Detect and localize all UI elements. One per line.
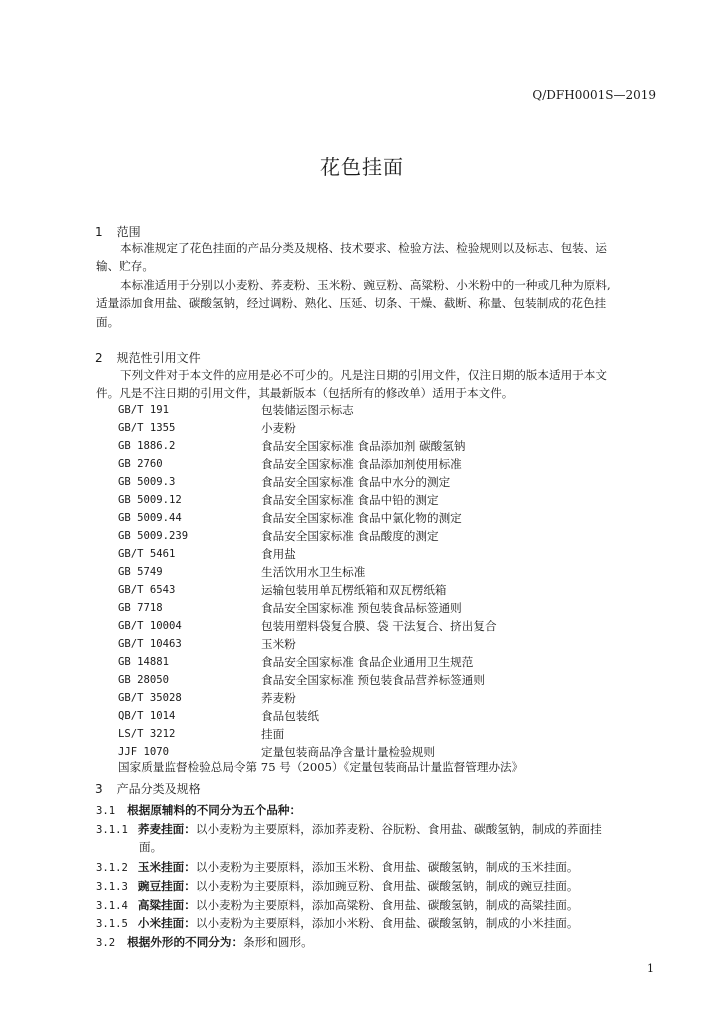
reference-title: 食品安全国家标准 食品中水分的测定: [261, 475, 451, 489]
variety-text: 以小麦粉为主要原料，添加荞麦粉、谷朊粉、食用盐、碳酸氢钠，制成的荞面挂: [195, 822, 602, 836]
scope-p2-line1: 本标准适用于分别以小麦粉、荞麦粉、玉米粉、豌豆粉、高粱粉、小米粉中的一种或几种为原料,: [120, 278, 611, 292]
reference-title: 食品安全国家标准 食品中氯化物的测定: [261, 511, 462, 525]
reference-title: 荞麦粉: [261, 691, 296, 705]
variety-text: 以小麦粉为主要原料，添加小米粉、食用盐、碳酸氢钠，制成的小米挂面。: [195, 916, 579, 930]
reference-code: GB/T 6543: [118, 584, 176, 596]
reference-title: 包装用塑料袋复合膜、袋 干法复合、挤出复合: [261, 619, 497, 633]
reference-title: 食品安全国家标准 食品企业通用卫生规范: [261, 655, 474, 669]
section-title: 产品分类及规格: [116, 782, 201, 796]
reference-code: GB 5009.44: [118, 512, 182, 524]
reference-code: GB 5009.3: [118, 476, 176, 488]
variety-name: 豌豆挂面：: [137, 879, 196, 893]
reference-code: GB 7718: [118, 602, 163, 614]
reference-title: 食品安全国家标准 食品酸度的测定: [261, 529, 439, 543]
reference-title: 食品安全国家标准 预包装食品营养标签通则: [261, 673, 485, 687]
reference-code: GB/T 191: [118, 404, 170, 416]
reference-title: 运输包装用单瓦楞纸箱和双瓦楞纸箱: [261, 583, 447, 597]
clause-3-1: [96, 802, 301, 818]
scope-p1-line2: 输、贮存。: [96, 259, 154, 273]
section-number: 1: [95, 225, 103, 239]
clause-3-1-3: [96, 878, 578, 894]
clause-number: 3.1.3: [96, 881, 128, 893]
clause-3-1-1: [96, 821, 602, 837]
clause-3-2: [96, 934, 313, 950]
variety-text: 以小麦粉为主要原料，添加高粱粉、食用盐、碳酸氢钠，制成的高粱挂面。: [195, 898, 579, 912]
reference-title: 食品包装纸: [261, 709, 319, 723]
clause-title: 根据外形的不同分为：: [127, 935, 244, 949]
refs-intro-line1: 下列文件对于本文件的应用是必不可少的。凡是注日期的引用文件，仅注日期的版本适用于本文: [120, 368, 607, 382]
variety-name: 小米挂面：: [137, 916, 196, 930]
reference-code: LS/T 3212: [118, 728, 176, 740]
clause-number: 3.1.4: [96, 900, 128, 912]
reference-title: 食品安全国家标准 食品添加剂使用标准: [261, 457, 462, 471]
reference-title: 食品安全国家标准 预包装食品标签通则: [261, 601, 462, 615]
page-number: 1: [647, 962, 654, 975]
reference-code: GB 2760: [118, 458, 163, 470]
reference-code: GB/T 1355: [118, 422, 176, 434]
reference-code: GB 5749: [118, 566, 163, 578]
reference-code: GB 28050: [118, 674, 170, 686]
clause-number: 3.1.5: [96, 918, 128, 930]
clause-3-1-2: [96, 859, 578, 875]
refs-intro-line2: 件。凡是不注日期的引用文件，其最新版本（包括所有的修改单）适用于本文件。: [96, 386, 514, 400]
reference-title: 定量包装商品净含量计量检验规则: [261, 745, 435, 759]
section-title: 规范性引用文件: [116, 351, 201, 365]
clause-title: 根据原辅料的不同分为五个品种：: [127, 803, 302, 817]
document-number: Q/DFH0001S—2019: [532, 88, 656, 102]
clause-text: 条形和圆形。: [243, 935, 313, 949]
reference-title: 食品安全国家标准 食品添加剂 碳酸氢钠: [261, 439, 466, 453]
reference-code: GB/T 5461: [118, 548, 176, 560]
variety-name: 玉米挂面：: [137, 860, 196, 874]
reference-title: 挂面: [261, 727, 285, 741]
variety-text: 以小麦粉为主要原料，添加豌豆粉、食用盐、碳酸氢钠，制成的豌豆挂面。: [195, 879, 579, 893]
reference-code: GB 5009.12: [118, 494, 182, 506]
variety-text: 以小麦粉为主要原料，添加玉米粉、食用盐、碳酸氢钠，制成的玉米挂面。: [195, 860, 579, 874]
reference-code: JJF 1070: [118, 746, 170, 758]
reference-code: GB/T 10004: [118, 620, 182, 632]
reference-code: GB 14881: [118, 656, 170, 668]
clause-number: 3.2: [96, 937, 116, 949]
clause-3-1-4: [96, 897, 578, 913]
section-number: 2: [95, 351, 103, 365]
clause-3-1-1-cont: 面。: [139, 840, 163, 854]
section-3-heading: [95, 780, 201, 797]
clause-number: 3.1.1: [96, 824, 128, 836]
reference-title: 食品安全国家标准 食品中铅的测定: [261, 493, 439, 507]
variety-name: 高粱挂面：: [137, 898, 196, 912]
reference-title: 食用盐: [261, 547, 296, 561]
section-2-heading: [95, 349, 201, 366]
reference-title: 玉米粉: [261, 637, 296, 651]
reference-code: QB/T 1014: [118, 710, 176, 722]
clause-number: 3.1: [96, 805, 116, 817]
scope-p2-line3: 面。: [96, 315, 120, 329]
reference-code: GB 1886.2: [118, 440, 176, 452]
page-title: 花色挂面: [320, 155, 404, 179]
reference-title: 生活饮用水卫生标准: [261, 565, 366, 579]
clause-number: 3.1.2: [96, 862, 128, 874]
section-title: 范围: [116, 225, 141, 239]
reference-code: GB 5009.239: [118, 530, 189, 542]
reference-code: GB/T 10463: [118, 638, 182, 650]
reference-decree: 国家质量监督检验总局令第 75 号（2005）《定量包装商品计量监督管理办法》: [118, 760, 524, 774]
section-number: 3: [95, 782, 103, 796]
reference-title: 包装储运图示标志: [261, 403, 354, 417]
clause-3-1-5: [96, 915, 578, 931]
reference-title: 小麦粉: [261, 421, 296, 435]
section-1-heading: [95, 223, 141, 240]
scope-p2-line2: 适量添加食用盐、碳酸氢钠，经过调粉、熟化、压延、切条、干燥、截断、称量、包装制成的花色挂: [96, 296, 607, 310]
variety-name: 荞麦挂面：: [137, 822, 196, 836]
scope-p1-line1: 本标准规定了花色挂面的产品分类及规格、技术要求、检验方法、检验规则以及标志、包装、运: [120, 241, 607, 255]
reference-code: GB/T 35028: [118, 692, 182, 704]
